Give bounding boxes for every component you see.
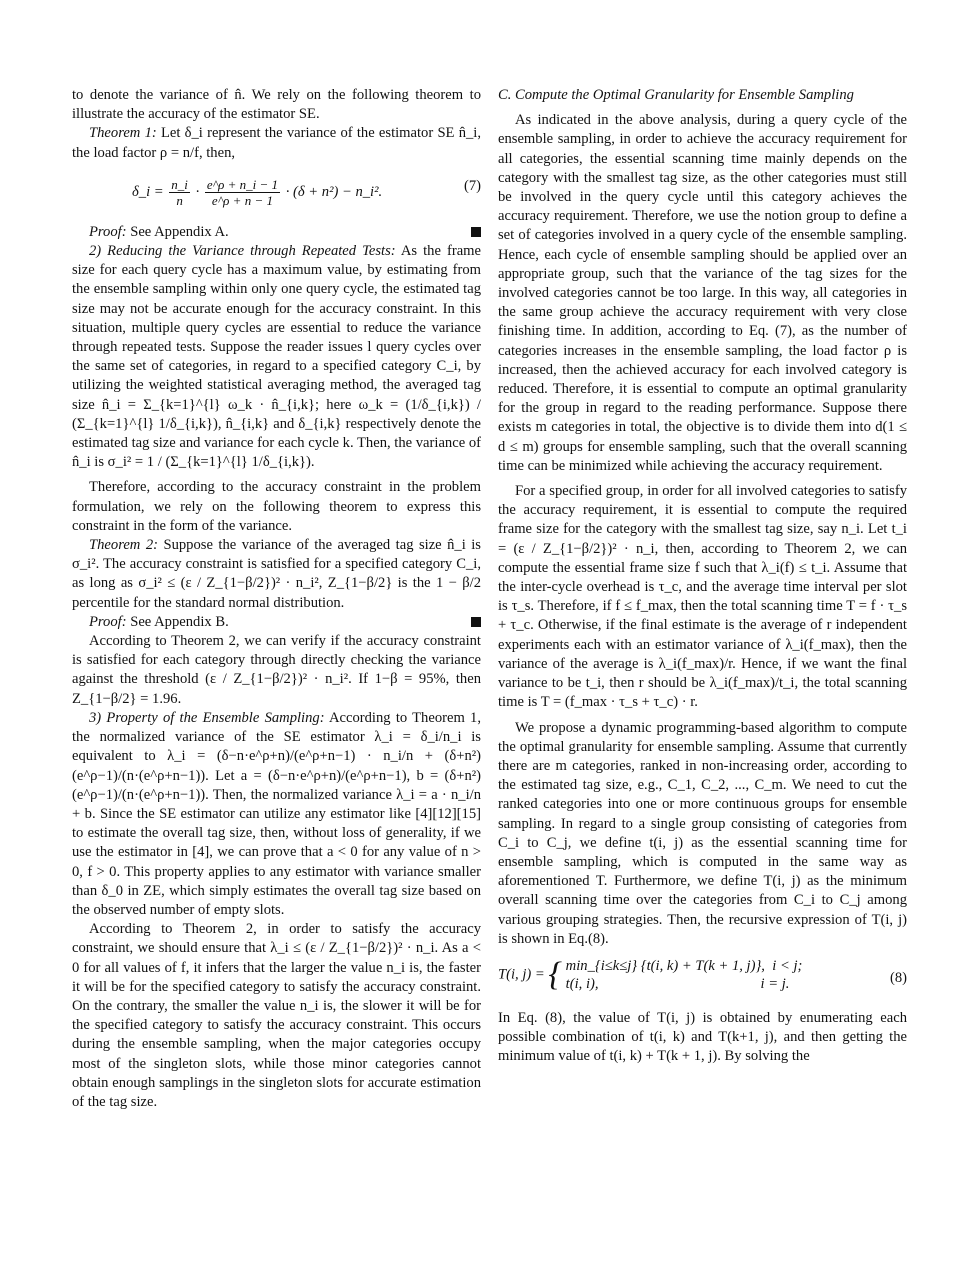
paragraph-granularity: As indicated in the above analysis, during a query cycle of the ensemble sampling, in order to achieve the accuracy requirement for all categories, the essential scanning time mainly depends on the category with the smallest tag size, as the other categories must still be involved in the query cycle until this category achieves the accuracy requirement. Therefore, we use the notion group to define a set of categories involved in a query cycle of the ensemble sampling. Hence, each cycle of ensemble sampling should be applied over an appropriate group, such that the variance of the tag sizes for the involved categories cannot be too large. In this way, all categories in the same group achieve the accuracy requirement with very close finishing time. In addition, according to Eq. (7), as the number of categories increases in the ensemble sampling, the load factor ρ is increased, then the achieved accuracy for each involved category is reduced. Therefore, it is essential to compute an optimal granularity for the group in regard to the reading performance. Suppose there exists m categories in total, the objective is to divide them into d(1 ≤ d ≤ m) groups for ensemble sampling, such that the overall scanning time can be minimized while achieving the accuracy requirement. [498, 112, 907, 474]
section-2 [72, 242, 481, 472]
equation-7-body: δ_i = $\frac{n\_i}{n}$ · $\frac{e\^{}\rho + n\_i - 1}{e\^{}\rho + n - 1}$ · (δ + n²) − n_i². [132, 176, 383, 208]
paragraph-therefore: Therefore, according to the accuracy constraint in the problem formulation, we rely on the following theorem to express this constraint in the form of the variance. [72, 479, 481, 534]
theorem-2 [72, 536, 481, 613]
eq7-tail: · (δ + n²) − n_i². [285, 183, 383, 200]
theorem-2-label: Theorem 2: [89, 537, 158, 554]
equation-7 [72, 169, 481, 217]
eq8-cond1: i < j; [772, 957, 803, 974]
qed-square-icon [471, 227, 481, 237]
equation-8-number: (8) [889, 969, 907, 986]
proof-b-label: Proof: [89, 613, 127, 630]
proof-a [72, 223, 481, 242]
equation-7-number: (7) [463, 177, 481, 194]
section-c-heading: C. Compute the Optimal Granularity for Ensemble Sampling [498, 87, 854, 103]
eq8-cases [566, 957, 803, 993]
proof-b [72, 613, 481, 632]
paragraph-eq8-explanation: In Eq. (8), the value of T(i, j) is obtained by enumerating each possible combination of t(i, k) and T(k+1, j), and then getting the minimum value of t(i, k) + T(k + 1, j). By solving the [498, 1009, 907, 1065]
proof-a-label: Proof: [89, 223, 127, 240]
paragraph-dynamic-programming: We propose a dynamic programming-based algorithm to compute the optimal granularity for ensemble sampling. Assume that currently there are m categories, ranked in non-increasing order, according to the estimated tag size, e.g., C_1, C_2, ..., C_m. We need to cut the ranked categories into one or more continuous groups for ensemble sampling. In regard to a single group consisting of categories from C_i to C_j, we define t(i, j) as the essential scanning time for ensemble sampling, which is computed in the same way as aforementioned T. Furthermore, we define T(i, j) as the minimum overall scanning time over the categories from C_i to C_j among various grouping strategies. Then, the recursive expression of T(i, j) is shown in Eq.(8). [498, 719, 907, 947]
paragraph-frame-size: For a specified group, in order for all involved categories to satisfy the accuracy requirement, it is essential to compute the required frame size for the category with the smallest tag size, say n_i. Let t_i = (ε / Z_{1−β/2})² · n_i, then, according to Theorem 2, we can compute the essential frame size f such that λ_i(f) ≤ t_i. Assume that the inter-cycle overhead is τ_c, and the average time interval per slot is τ_s. Therefore, if f ≤ f_max, then the total scanning time T = f · τ_s + τ_c. Otherwise, if the final estimate is the average of r independent experiments each with an estimator variance of λ_i(f_max), then the variance of the average is λ_i(f_max)/r. Hence, if we want the final variance to be t_i, then r should be λ_i(f_max)/t_i, the total scanning time is T = (f_max · τ_s + τ_c) · r. [498, 483, 907, 711]
eq8-case2: t(i, i), [565, 975, 599, 992]
paragraph-constraint: According to Theorem 2, in order to satisfy the accuracy constraint, we should ensure that λ_i ≤ (ε / Z_{1−β/2})² · n_i. As a < 0 for all values of f, it infers that the larger the value n_i is, the faster it will be for the specified category to satisfy the accuracy constraint. On the contrary, the smaller the value n_i is, the slower it will be for the specified category to satisfy the accuracy constraint. This occurs during the ensemble sampling, when the major categories occupy most of the singleton slots, while those minor categories cannot obtain enough samplings in the singleton slots for accurate estimation of the tag size. [72, 921, 481, 1110]
equation-8 [498, 955, 907, 1003]
section-2-text: As the frame size for each query cycle has a maximum value, by estimating from the ensemble sampling within only one query cycle, the estimated tag size may not be accurate enough for the accuracy constraint. In this situation, multiple query cycles are essential to reduce the variance through repeated tests. Suppose the reader issues l query cycles over the same set of categories, in regard to a specified category C_i, by utilizing the weighted statistical averaging method, the averaged tag size n̂_i = Σ_{k=1}^{l} ω_k · n̂_{i,k}; here ω_k = (1/δ_{i,k}) / (Σ_{k=1}^{l} 1/δ_{i,k}), n̂_{i,k} and δ_{i,k} respectively denote the estimated tag size and variance for each cycle k. Then, the variance of n̂_i is σ_i² = 1 / (Σ_{k=1}^{l} 1/δ_{i,k}). [72, 243, 481, 471]
qed-square-icon [471, 617, 481, 627]
theorem-1-label: Theorem 1: [89, 125, 157, 142]
eq7-frac2 [205, 177, 280, 208]
theorem-1-text: Let δ_i represent the variance of the estimator SE n̂_i, the load factor ρ = n/f, then, [72, 125, 481, 161]
equation-8-body [498, 957, 802, 993]
eq7-frac2-num: e^ρ + n_i − 1 [206, 176, 279, 192]
eq8-lhs: T(i, j) = [498, 966, 545, 983]
section-3-heading: 3) Property of the Ensemble Sampling: [89, 709, 325, 726]
section-2-heading: 2) Reducing the Variance through Repeated Tests: [89, 243, 396, 260]
eq7-frac1 [169, 177, 190, 208]
left-column [72, 86, 481, 1112]
right-column [498, 86, 907, 1067]
left-brace-icon: { [548, 955, 563, 993]
eq7-frac1-num: n_i [171, 176, 188, 192]
paragraph-verify: According to Theorem 2, we can verify if the accuracy constraint is satisfied for each category through directly checking the variance against the threshold (ε / Z_{1−β/2})² · n_i². If 1−β = 95%, then Z_{1−β/2} = 1.96. [72, 633, 481, 707]
eq7-frac1-den: n [176, 192, 183, 208]
eq7-lhs: δ_i = [132, 183, 164, 200]
proof-a-text: See Appendix A. [126, 223, 229, 240]
paragraph-intro: to denote the variance of n̂. We rely on the following theorem to illustrate the accuracy of the estimator SE. [72, 87, 481, 123]
section-3-text: According to Theorem 1, the normalized variance of the SE estimator λ_i = δ_i/n_i is equivalent to λ_i = (δ−n·e^ρ+n)/(e^ρ+n−1) · n_i/n + (δ+n²)(e^ρ−1)/(n·(e^ρ+n−1)). Let a = (δ−n·e^ρ+n)/(e^ρ+n−1), b = (δ+n²)(e^ρ−1)/(n·(e^ρ+n−1)). Then, the normalized variance λ_i = a · n_i/n + b. Since the SE estimator can utilize any estimator like [4][12][15] to estimate the overall tag size, then, without loss of generality, if we use the estimator in [4], we can prove that a < 0 for any value of n > 0, f > 0. This property applies to any estimator with variance smaller than δ_0 in ZE, which simply estimates the overall tag size based on the observed number of empty slots. [72, 709, 481, 918]
section-3 [72, 709, 481, 920]
proof-b-text: See Appendix B. [126, 613, 229, 630]
eq8-case1: min_{i≤k≤j} {t(i, k) + T(k + 1, j)}, [565, 957, 765, 974]
theorem-2-text: Suppose the variance of the averaged tag size n̂_i is σ_i². The accuracy constraint is satisfied for a specified category C_i, as long as σ_i² ≤ (ε / Z_{1−β/2})² · n_i², Z_{1−β/2} is the 1 − β/2 percentile for the standard normal distribution. [72, 537, 481, 611]
theorem-1 [72, 124, 481, 162]
eq8-cond2: i = j. [760, 975, 790, 992]
eq7-frac2-den: e^ρ + n − 1 [211, 192, 273, 208]
